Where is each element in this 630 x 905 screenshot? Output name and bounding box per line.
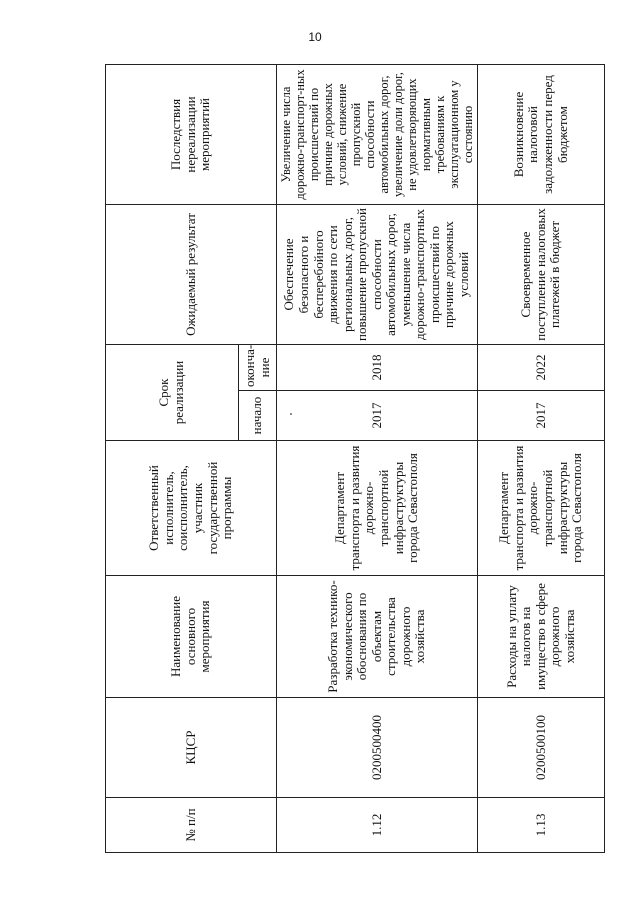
header-consequences: Последствия нереализации мероприятий xyxy=(106,65,277,205)
row-kcsr: 0200500400 xyxy=(277,698,478,798)
row-start: 2017 xyxy=(277,391,478,441)
header-end: оконча-ние xyxy=(239,345,277,391)
header-period: Срок реализации xyxy=(106,345,239,441)
header-responsible: Ответственный исполнитель, соисполнитель, участник государственной программы xyxy=(106,441,277,576)
row-name: Расходы на уплату налогов на имущество в сфере дорожного хозяйства xyxy=(478,576,605,698)
scan-speck xyxy=(290,413,292,415)
header-kcsr: КЦСР xyxy=(106,698,277,798)
row-name: Разработка технико-экономического обоснования по объектам строительства дорожного хозяйства xyxy=(277,576,478,698)
row-end: 2022 xyxy=(478,345,605,391)
rotated-table-container xyxy=(105,65,605,853)
header-num: № п/п xyxy=(106,798,277,853)
row-start: 2017 xyxy=(478,391,605,441)
row-responsible: Департамент транспорта и развития дорожно-транспортной инфраструктуры города Севастополя xyxy=(277,441,478,576)
header-row xyxy=(106,65,239,853)
header-start: начало xyxy=(239,391,277,441)
header-name: Наименование основного мероприятия xyxy=(106,576,277,698)
row-consequences: Возникновение налоговой задолженности перед бюджетом xyxy=(478,65,605,205)
header-result: Ожидаемый результат xyxy=(106,205,277,345)
page-number: 10 xyxy=(308,30,322,44)
row-kcsr: 0200500100 xyxy=(478,698,605,798)
row-end: 2018 xyxy=(277,345,478,391)
row-responsible: Департамент транспорта и развития дорожно-транспортной инфраструктуры города Севастополя xyxy=(478,441,605,576)
measures-table xyxy=(105,64,605,853)
row-consequences: Увеличение числа дорожно-транспорт-ных происшествий по причине дорожных условий, снижение пропускной способности автомобильных дорог, увеличение доли дорог, не удовлетворяющих нормативным требованиям к эксплуатационном у состоянию xyxy=(277,65,478,205)
row-result: Обеспечение безопасного и бесперебойного движения по сети региональных дорог, повышение пропускной способности автомобильных дорог, уменьшение числа дорожно-транспортных происшествий по причине дорожных условий xyxy=(277,205,478,345)
row-num: 1.12 xyxy=(277,798,478,853)
table-row xyxy=(277,65,478,853)
row-num: 1.13 xyxy=(478,798,605,853)
table-row xyxy=(478,65,605,853)
row-result: Своевременное поступление налоговых платежей в бюджет xyxy=(478,205,605,345)
